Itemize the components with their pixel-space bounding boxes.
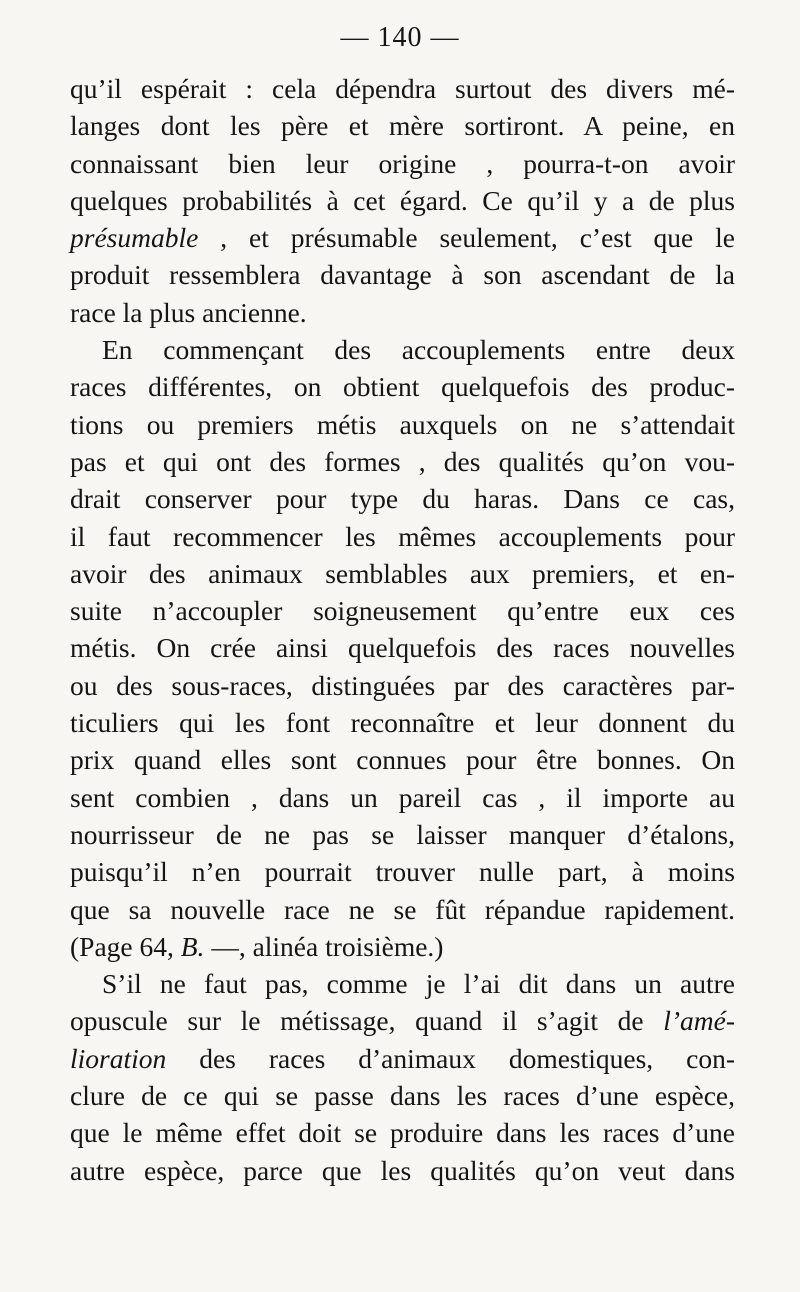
text-line: ticuliers qui les font reconnaître et leur donnent du (70, 707, 735, 739)
text-line: tions ou premiers métis auxquels on ne s’attendait (70, 408, 735, 440)
page-number: — 140 — (340, 22, 460, 53)
text-line: prix quand elles sont connues pour être bonnes. On (70, 744, 735, 776)
text-line: drait conserver pour type du haras. Dans ce cas, (70, 483, 735, 515)
text-line: quelques probabilités à cet égard. Ce qu’il y a de plus (70, 184, 735, 216)
text-line-with-italic: opuscule sur le métissage, quand il s’agit de l’amé- (70, 1005, 735, 1037)
text-line: En commençant des accouplements entre deux (102, 334, 735, 366)
text-line-with-italic: lioration des races d’animaux domestiques, con- (70, 1042, 735, 1074)
text-line: puisqu’il n’en pourrait trouver nulle part, à moins (70, 856, 735, 888)
text-line: ou des sous-races, distinguées par des caractères par- (70, 669, 735, 701)
text-line-with-italic: (Page 64, B. —, alinéa troisième.) (70, 930, 444, 962)
text-line: nourrisseur de ne pas se laisser manquer d’étalons, (70, 818, 735, 850)
text-line: suite n’accoupler soigneusement qu’entre eux ces (70, 595, 735, 627)
body-text (70, 70, 735, 1189)
text-line: que sa nouvelle race ne se fût répandue rapidement. (70, 893, 735, 925)
italic-word: lioration (70, 1042, 167, 1074)
text-line: sent combien , dans un pareil cas , il importe au (70, 781, 735, 813)
text-line-italic-start (70, 219, 735, 256)
text-line: autre espèce, parce que les qualités qu’on veut dans (70, 1154, 735, 1186)
text-line-remainder: , et présumable seulement, c’est que le (198, 222, 735, 254)
text-line: qu’il espérait : cela dépendra surtout des divers mé- (70, 73, 735, 104)
text-line: métis. On crée ainsi quelquefois des races nouvelles (70, 632, 735, 664)
text-line: clure de ce qui se passe dans les races d’une espèce, (70, 1080, 735, 1112)
text-line: produit ressemblera davantage à son ascendant de la (70, 259, 735, 291)
italic-word: présumable (70, 222, 199, 254)
text-line: que le même effet doit se produire dans les races d’une (70, 1117, 735, 1149)
italic-word: B. (180, 930, 205, 962)
text-line: S’il ne faut pas, comme je l’ai dit dans un autre (102, 968, 735, 1000)
text-line: connaissant bien leur origine , pourra-t-on avoir (70, 147, 735, 179)
text-line: langes dont les père et mère sortiront. A peine, en (70, 110, 735, 142)
text-line: pas et qui ont des formes , des qualités qu’on vou- (70, 445, 735, 477)
text-line: avoir des animaux semblables aux premiers, et en- (70, 557, 735, 589)
text-line: races différentes, on obtient quelquefois des produc- (70, 371, 735, 403)
text-line: il faut recommencer les mêmes accouplements pour (70, 520, 735, 552)
italic-word: l’amé- (663, 1005, 735, 1037)
text-line: race la plus ancienne. (70, 296, 307, 328)
